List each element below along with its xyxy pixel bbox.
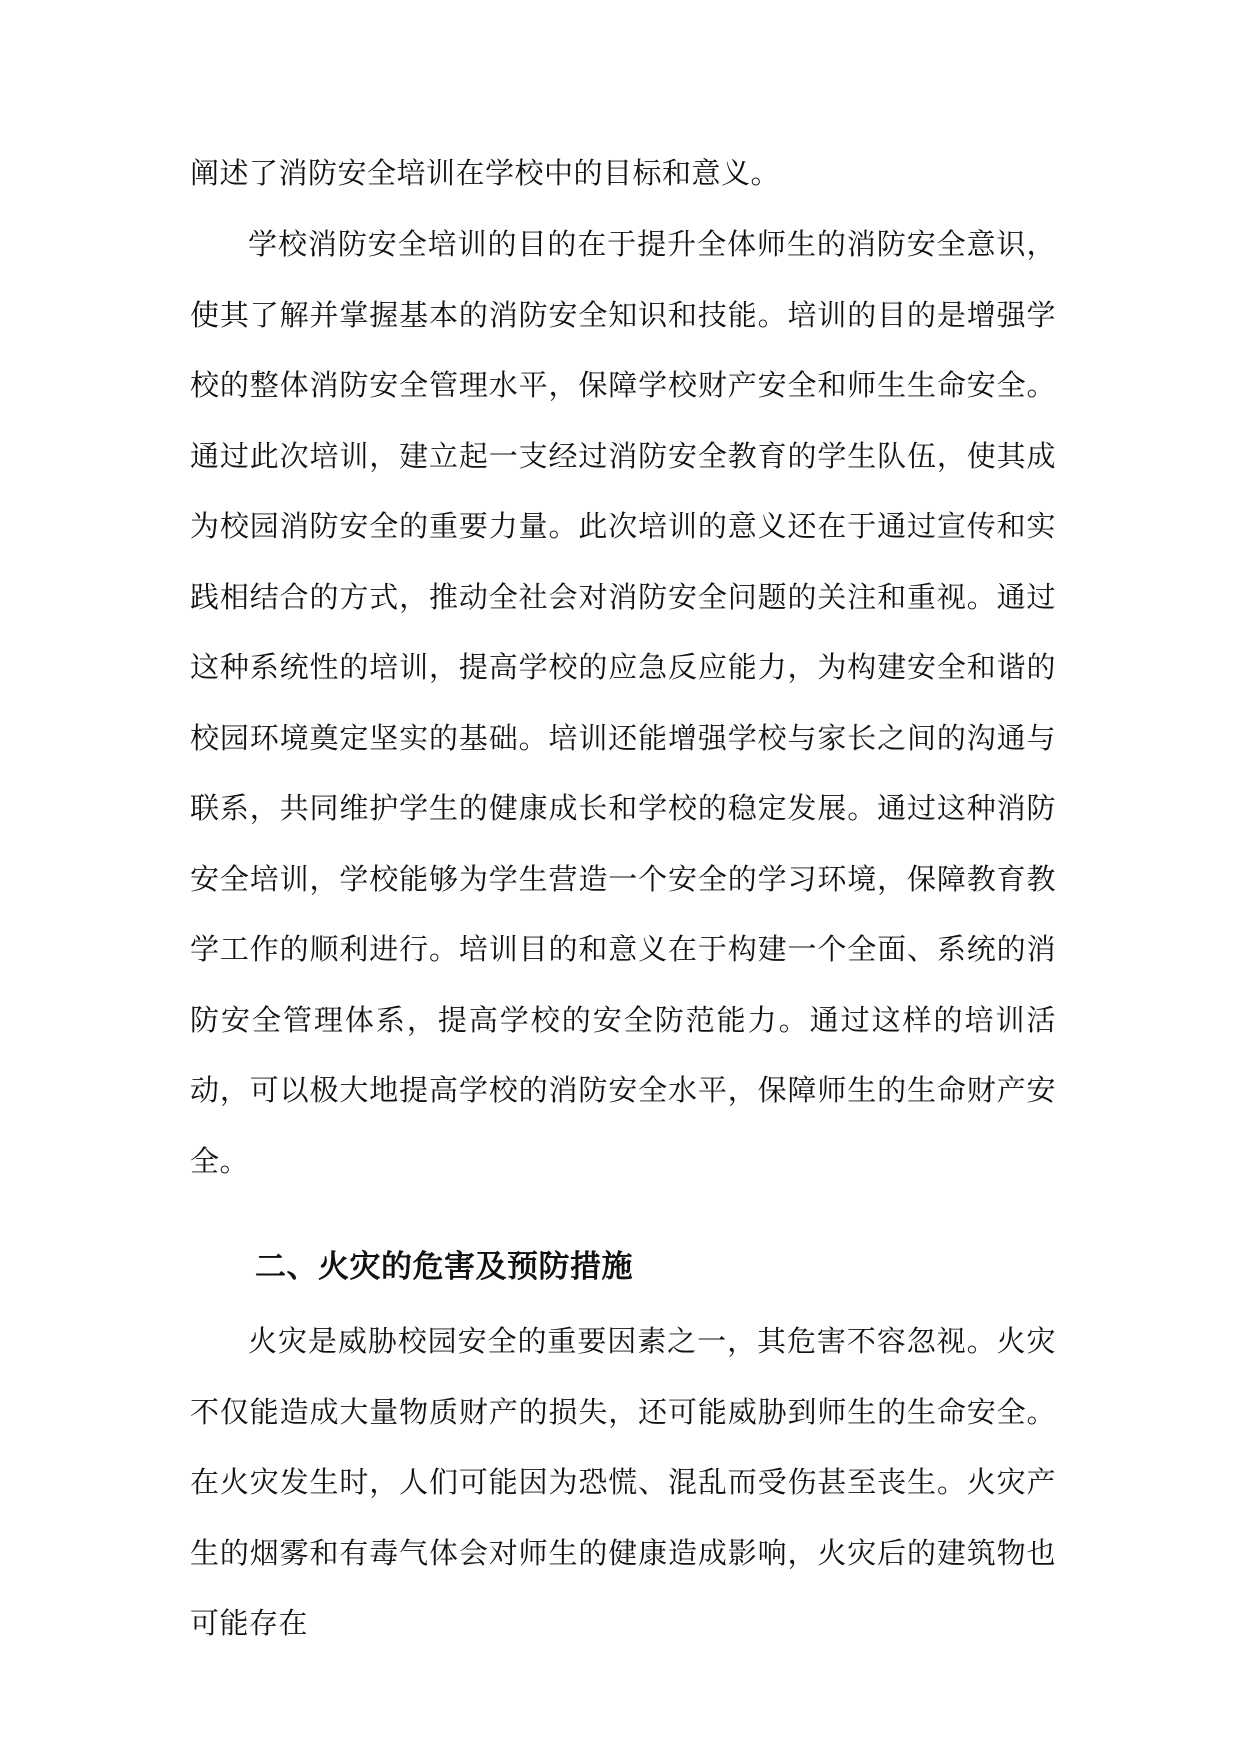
section-heading: 二、火灾的危害及预防措施 (255, 1249, 633, 1285)
paragraph-training-purpose: 学校消防安全培训的目的在于提升全体师生的消防安全意识，使其了解并掌握基本的消防安全知识和技能。培训的目的是增强学校的整体消防安全管理水平，保障学校财产安全和师生生命安全。通过此次培训，建立起一支经过消防安全教育的学生队伍，使其成为校园消防安全的重要力量。此次培训的意义还在于通过宣传和实践相结合的方式，推动全社会对消防安全问题的关注和重视。通过这种系统性的培训，提高学校的应急反应能力，为构建安全和谐的校园环境奠定坚实的基础。培训还能增强学校与家长之间的沟通与联系，共同维护学生的健康成长和学校的稳定发展。通过这种消防安全培训，学校能够为学生营造一个安全的学习环境，保障教育教学工作的顺利进行。培训目的和意义在于构建一个全面、系统的消防安全管理体系，提高学校的安全防范能力。通过这样的培训活动，可以极大地提高学校的消防安全水平，保障师生的生命财产安全。 (190, 227, 1056, 1178)
paragraph-continuation: 阐述了消防安全培训在学校中的目标和意义。 (190, 156, 781, 190)
paragraph-fire-hazards: 火灾是威胁校园安全的重要因素之一，其危害不容忽视。火灾不仅能造成大量物质财产的损失，还可能威胁到师生的生命安全。在火灾发生时，人们可能因为恐慌、混乱而受伤甚至丧生。火灾产生的烟雾和有毒气体会对师生的健康造成影响，火灾后的建筑物也可能存在 (190, 1324, 1056, 1640)
